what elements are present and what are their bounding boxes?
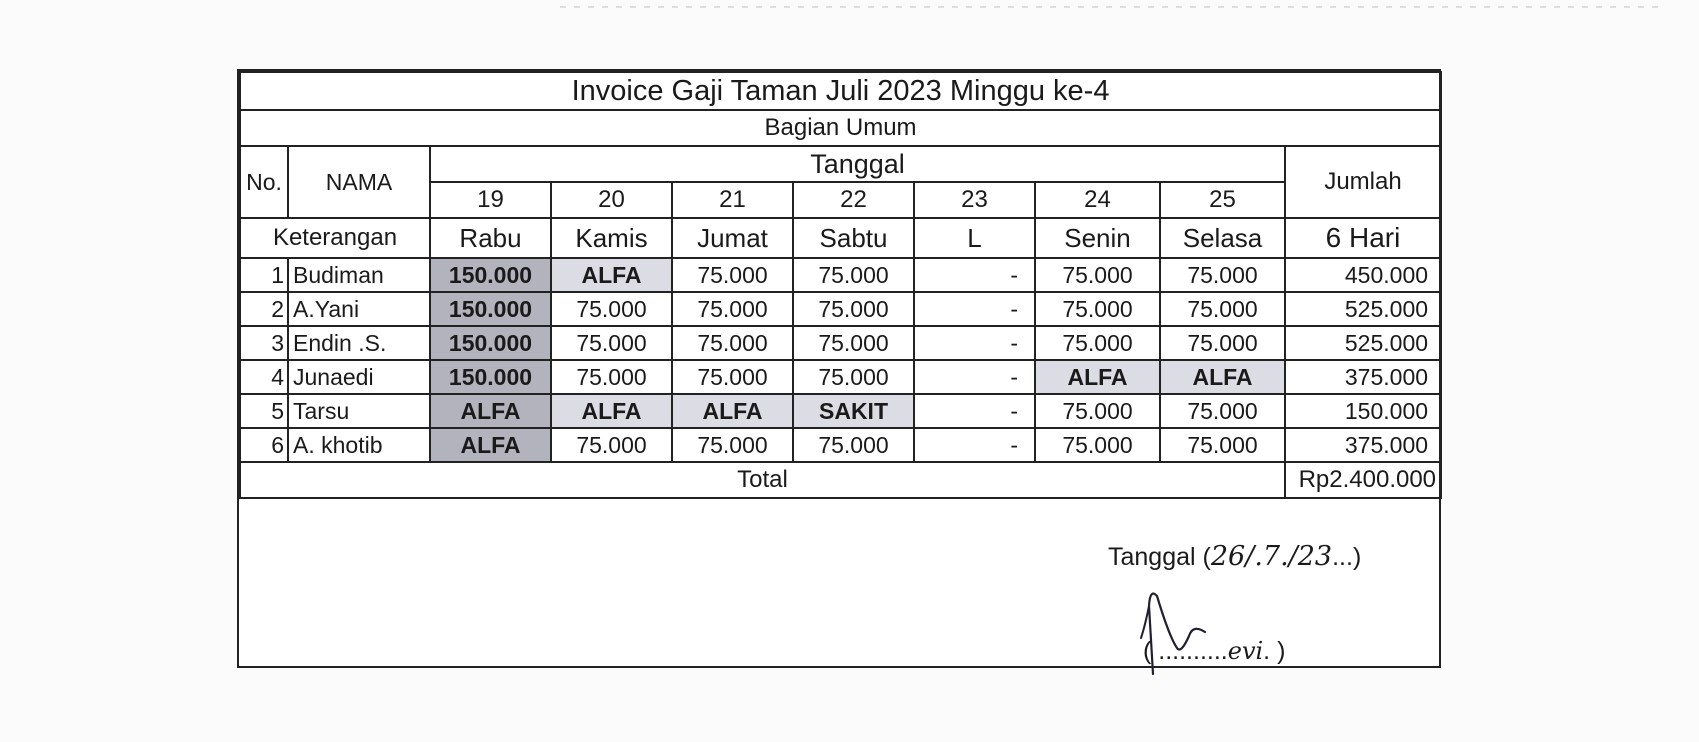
pay-cell: 75.000 <box>551 428 672 462</box>
employee-name: A.Yani <box>288 292 430 326</box>
pay-cell: 75.000 <box>793 428 914 462</box>
pay-cell: 75.000 <box>793 326 914 360</box>
date-header: 24 <box>1035 182 1160 218</box>
pay-cell: - <box>914 428 1035 462</box>
pay-cell: 150.000 <box>430 360 551 394</box>
department-label: Bagian Umum <box>240 110 1441 146</box>
pay-cell: 75.000 <box>793 292 914 326</box>
pay-cell: 150.000 <box>430 292 551 326</box>
day-name: Selasa <box>1160 218 1285 258</box>
pay-cell: 75.000 <box>1160 326 1285 360</box>
day-name: Jumat <box>672 218 793 258</box>
pay-cell: - <box>914 394 1035 428</box>
day-name: Kamis <box>551 218 672 258</box>
pay-cell: 75.000 <box>1035 428 1160 462</box>
pay-cell: 75.000 <box>793 258 914 292</box>
pay-cell: 75.000 <box>672 258 793 292</box>
pay-cell: 75.000 <box>1160 258 1285 292</box>
invoice-sheet <box>237 69 1441 668</box>
pay-cell: 75.000 <box>672 326 793 360</box>
row-total: 150.000 <box>1285 394 1441 428</box>
date-header: 23 <box>914 182 1035 218</box>
row-number: 2 <box>240 292 288 326</box>
employee-name: Budiman <box>288 258 430 292</box>
jumlah-header: Jumlah <box>1285 146 1441 218</box>
pay-cell: 75.000 <box>1035 326 1160 360</box>
date-header: 20 <box>551 182 672 218</box>
pay-cell: 75.000 <box>793 360 914 394</box>
nama-header: NAMA <box>288 146 430 218</box>
pay-cell: 75.000 <box>672 428 793 462</box>
row-total: 375.000 <box>1285 428 1441 462</box>
day-name: Rabu <box>430 218 551 258</box>
row-total: 375.000 <box>1285 360 1441 394</box>
signature-date-prefix: Tanggal ( <box>1108 543 1211 571</box>
pay-cell: 75.000 <box>1160 428 1285 462</box>
pay-cell: 75.000 <box>1160 292 1285 326</box>
row-number: 1 <box>240 258 288 292</box>
pay-cell: - <box>914 326 1035 360</box>
pay-cell: ALFA <box>672 394 793 428</box>
pay-cell: 150.000 <box>430 258 551 292</box>
table-row <box>240 258 1441 292</box>
pay-cell: 75.000 <box>1035 258 1160 292</box>
pay-cell: 75.000 <box>1035 394 1160 428</box>
total-label: Total <box>240 462 1285 498</box>
date-header: 19 <box>430 182 551 218</box>
pay-cell: ALFA <box>430 394 551 428</box>
data-rows <box>240 258 1441 462</box>
pay-cell: SAKIT <box>793 394 914 428</box>
day-name: Senin <box>1035 218 1160 258</box>
no-header: No. <box>240 146 288 218</box>
pay-cell: 75.000 <box>672 292 793 326</box>
pay-cell: - <box>914 258 1035 292</box>
days-count: 6 Hari <box>1285 218 1441 258</box>
tanggal-header: Tanggal <box>430 146 1285 182</box>
day-name: L <box>914 218 1035 258</box>
pay-cell: - <box>914 292 1035 326</box>
row-number: 3 <box>240 326 288 360</box>
employee-name: A. khotib <box>288 428 430 462</box>
invoice-table <box>239 71 1442 499</box>
date-header: 22 <box>793 182 914 218</box>
row-number: 5 <box>240 394 288 428</box>
row-total: 525.000 <box>1285 292 1441 326</box>
total-value: Rp2.400.000 <box>1285 462 1441 498</box>
table-row <box>240 292 1441 326</box>
pay-cell: 75.000 <box>1160 394 1285 428</box>
signature-name <box>1143 637 1285 666</box>
table-row <box>240 360 1441 394</box>
pay-cell: 75.000 <box>551 326 672 360</box>
day-name: Sabtu <box>793 218 914 258</box>
signature-name-prefix: ( .......... <box>1143 637 1228 665</box>
table-row <box>240 326 1441 360</box>
pay-cell: 75.000 <box>551 360 672 394</box>
table-row <box>240 428 1441 462</box>
signature-name-value: evi <box>1227 637 1264 665</box>
pay-cell: 75.000 <box>551 292 672 326</box>
pay-cell: ALFA <box>551 394 672 428</box>
signature-date-value: 26/.7./23 <box>1210 541 1333 572</box>
scan-artifact <box>560 6 1660 8</box>
table-row <box>240 394 1441 428</box>
row-number: 6 <box>240 428 288 462</box>
row-number: 4 <box>240 360 288 394</box>
pay-cell: ALFA <box>1035 360 1160 394</box>
pay-cell: - <box>914 360 1035 394</box>
signature-date-suffix: ...) <box>1332 543 1362 571</box>
pay-cell: ALFA <box>430 428 551 462</box>
employee-name: Junaedi <box>288 360 430 394</box>
pay-cell: 75.000 <box>1035 292 1160 326</box>
signature-name-suffix: . ) <box>1263 637 1286 665</box>
date-header: 21 <box>672 182 793 218</box>
day-names-row <box>240 218 1441 258</box>
row-total: 450.000 <box>1285 258 1441 292</box>
employee-name: Tarsu <box>288 394 430 428</box>
keterangan-label: Keterangan <box>240 218 430 258</box>
employee-name: Endin .S. <box>288 326 430 360</box>
invoice-title: Invoice Gaji Taman Juli 2023 Minggu ke-4 <box>240 72 1441 110</box>
pay-cell: 150.000 <box>430 326 551 360</box>
row-total: 525.000 <box>1285 326 1441 360</box>
pay-cell: 75.000 <box>672 360 793 394</box>
pay-cell: ALFA <box>551 258 672 292</box>
date-header: 25 <box>1160 182 1285 218</box>
pay-cell: ALFA <box>1160 360 1285 394</box>
